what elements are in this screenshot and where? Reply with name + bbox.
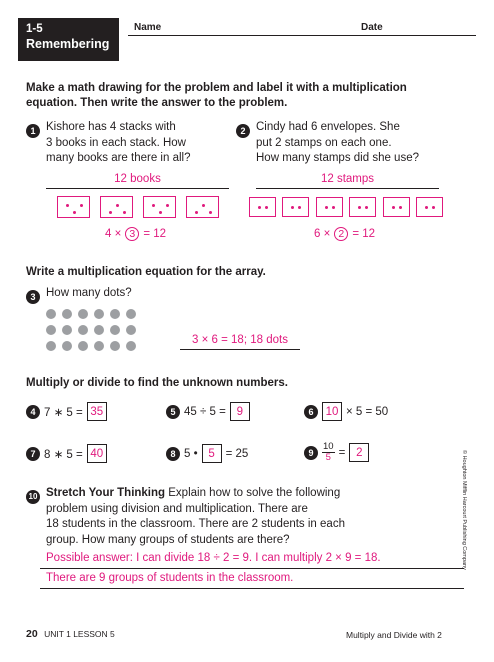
answer-line-2	[40, 588, 464, 589]
problem-8-answer-box: 5	[202, 444, 222, 463]
lesson-number: 1-5	[26, 23, 43, 35]
array-dot	[46, 309, 56, 319]
stamp-dot	[332, 206, 335, 209]
book-dot	[109, 211, 112, 214]
array-dot	[78, 309, 88, 319]
dot-array	[46, 309, 142, 355]
problem-1-drawing	[57, 195, 219, 219]
problem-1-equation: 4 × 3 = 12	[105, 228, 167, 240]
array-dot	[46, 341, 56, 351]
problem-8: 8 5 • 5 = 25	[166, 444, 248, 463]
array-dot	[94, 341, 104, 351]
book-dot	[123, 211, 126, 214]
problem-3-question: How many dots?	[46, 287, 132, 299]
envelope-card	[316, 197, 343, 217]
problem-2-drawing	[249, 195, 443, 219]
book-dot	[73, 211, 76, 214]
book-stack-card	[186, 196, 219, 218]
page-number: 20	[26, 628, 38, 640]
stamp-dot	[392, 206, 395, 209]
lesson-tag	[18, 18, 119, 61]
array-dot	[110, 325, 120, 335]
problem-2-equation: 6 × 2 = 12	[314, 228, 376, 240]
problem-2-answer: 12 stamps	[320, 173, 375, 185]
stamp-dot	[258, 206, 261, 209]
answer-line-1	[40, 568, 464, 569]
book-dot	[116, 204, 119, 207]
problem-6-number: 6	[304, 405, 318, 419]
book-dot	[159, 211, 162, 214]
envelope-card	[383, 197, 410, 217]
array-dot	[126, 341, 136, 351]
problem-9-fraction	[322, 442, 335, 463]
problem-3-number: 3	[26, 290, 40, 304]
book-dot	[209, 211, 212, 214]
date-label: Date	[361, 22, 383, 33]
problem-2	[236, 122, 250, 140]
book-dot	[195, 211, 198, 214]
book-dot	[202, 204, 205, 207]
problem-1-number: 1	[26, 124, 40, 138]
envelope-card	[416, 197, 443, 217]
problem-9-number: 9	[304, 446, 318, 460]
unit-lesson: UNIT 1 LESSON 5	[44, 629, 115, 639]
book-stack-card	[143, 196, 176, 218]
array-dot	[62, 309, 72, 319]
envelope-card	[282, 197, 309, 217]
problem-6: 6 10 × 5 = 50	[304, 402, 388, 421]
array-dot	[126, 309, 136, 319]
fraction-numerator: 10	[323, 441, 334, 452]
stamp-dot	[365, 206, 368, 209]
problem-2-circled-factor: 2	[334, 227, 348, 241]
problem-4-answer-box: 35	[87, 402, 107, 421]
section3-instruction: Multiply or divide to find the unknown numbers.	[26, 377, 288, 389]
array-dot	[62, 325, 72, 335]
stamp-dot	[291, 206, 294, 209]
stamp-dot	[325, 206, 328, 209]
fraction-denominator: 5	[325, 452, 331, 463]
problem-7-number: 7	[26, 447, 40, 461]
array-dot	[94, 309, 104, 319]
array-dot	[94, 325, 104, 335]
problem-5-number: 5	[166, 405, 180, 419]
problem-3-answer-line	[180, 349, 300, 350]
problem-9-answer-box: 2	[349, 443, 369, 462]
book-stack-card	[100, 196, 133, 218]
stamp-dot	[432, 206, 435, 209]
section2-instruction: Write a multiplication equation for the array.	[26, 266, 266, 278]
stamp-dot	[265, 206, 268, 209]
problem-9: 9 $\frac{10}{5}$ = 2	[304, 442, 369, 463]
array-dot	[46, 325, 56, 335]
problem-1-answer: 12 books	[114, 173, 161, 185]
stamp-dot	[399, 206, 402, 209]
stamp-dot	[298, 206, 301, 209]
problem-5-answer-box: 9	[230, 402, 250, 421]
name-label: Name	[134, 22, 162, 33]
footer-lesson-name: Multiply and Divide with 2	[346, 630, 442, 640]
book-dot	[166, 204, 169, 207]
array-dot	[78, 325, 88, 335]
problem-3	[26, 288, 40, 306]
problem-10	[26, 488, 40, 506]
problem-5: 5 45 ÷ 5 = 9	[166, 402, 250, 421]
problem-4: 4 7 ∗ 5 = 35	[26, 402, 107, 421]
envelope-card	[349, 197, 376, 217]
problem-1-answer-line	[46, 188, 229, 189]
problem-10-text: Stretch Your Thinking Explain how to solve the following problem using division and multiplication. There are 18 students in the classroom. There are 2 students in each group. How many groups of students are there?	[46, 487, 345, 546]
name-date-line	[128, 35, 476, 36]
problem-1-circled-factor: 3	[125, 227, 139, 241]
problem-3-answer: 3 × 6 = 18; 18 dots	[192, 334, 288, 346]
copyright-notice: © Houghton Mifflin Harcourt Publishing Company	[461, 450, 467, 570]
problem-10-answer-1: Possible answer: I can divide 18 ÷ 2 = 9. I can multiply 2 × 9 = 18.	[46, 552, 381, 564]
stamp-dot	[425, 206, 428, 209]
problem-2-number: 2	[236, 124, 250, 138]
stretch-heading: Stretch Your Thinking	[46, 487, 166, 499]
problem-1	[26, 122, 40, 140]
book-dot	[66, 204, 69, 207]
stamp-dot	[358, 206, 361, 209]
array-dot	[62, 341, 72, 351]
array-dot	[126, 325, 136, 335]
section1-instruction: Make a math drawing for the problem and label it with a multiplication equation. Then write the answer to the problem.	[26, 82, 407, 109]
book-dot	[80, 204, 83, 207]
problem-7-answer-box: 40	[87, 444, 107, 463]
problem-8-number: 8	[166, 447, 180, 461]
envelope-card	[249, 197, 276, 217]
array-dot	[78, 341, 88, 351]
book-stack-card	[57, 196, 90, 218]
problem-10-answer-2: There are 9 groups of students in the classroom.	[46, 572, 294, 584]
problem-7: 7 8 ∗ 5 = 40	[26, 444, 107, 463]
problem-6-answer-box: 10	[322, 402, 342, 421]
lesson-title: Remembering	[26, 37, 110, 51]
problem-2-answer-line	[256, 188, 439, 189]
array-dot	[110, 309, 120, 319]
footer-left	[26, 628, 115, 640]
array-dot	[110, 341, 120, 351]
problem-10-number: 10	[26, 490, 40, 504]
problem-1-text: Kishore has 4 stacks with 3 books in each stack. How many books are there in all?	[46, 121, 191, 164]
book-dot	[152, 204, 155, 207]
problem-2-text: Cindy had 6 envelopes. She put 2 stamps on each one. How many stamps did she use?	[256, 121, 419, 164]
problem-4-number: 4	[26, 405, 40, 419]
